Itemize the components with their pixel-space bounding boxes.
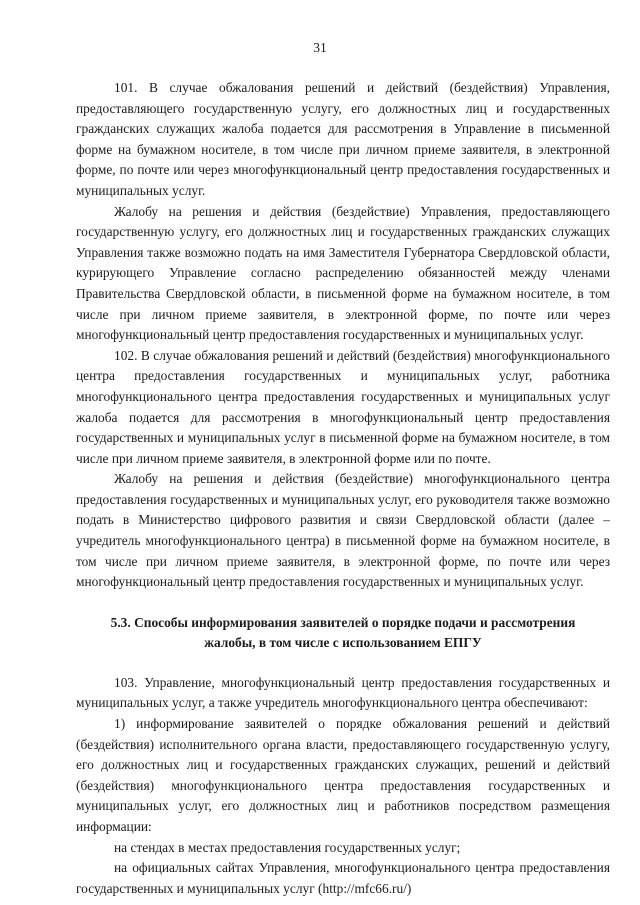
paragraph-101: 101. В случае обжалования решений и действий (бездействия) Управления, предоставляющего государственную услугу, его должностных лиц и государственных гражданских служащих жалоба подается для рассмотрения в Управление в письменной форме на бумажном носителе, в том числе при личном приеме заявителя, в электронной форме, по почте или через многофункциональный центр предоставления государственных и муниципальных услуг.	[76, 80, 610, 198]
document-body	[76, 78, 610, 899]
section-heading: 5.3. Способы информирования заявителей о порядке подачи и рассмотрения жалобы, в том числе с использованием ЕПГУ	[110, 614, 576, 650]
paragraph-stands: на стендах в местах предоставления государственных услуг;	[114, 839, 461, 855]
paragraph-102: 102. В случае обжалования решений и действий (бездействия) многофункционального центра предоставления государственных и муниципальных услуг, работника многофункционального центра предоставления государственных и муниципальных услуг жалоба подается для рассмотрения в многофункциональный центр предоставления государственных и муниципальных услуг в письменной форме на бумажном носителе, в том числе при личном приеме заявителя, в электронной форме или по почте.	[76, 347, 610, 466]
paragraph-complaint-governor: Жалобу на решения и действия (бездействие) Управления, предоставляющего государственную услугу, его должностных лиц и государственных гражданских служащих Управления также возможно подать на имя Заместителя Губернатора Свердловской области, курирующего Управление согласно распределению обязанностей между членами Правительства Свердловской области, в письменной форме на бумажном носителе, в том числе при личном приеме заявителя, в электронной форме, по почте или через многофункциональный центр предоставления государственных и муниципальных услуг.	[76, 203, 610, 343]
page-number: 31	[313, 40, 327, 55]
paragraph-103-item-1: 1) информирование заявителей о порядке обжалования решений и действий (бездействия) исполнительного органа власти, предоставляющего государственную услугу, его должностных лиц и государственных гражданских служащих, решений и действий (бездействия) многофункционального центра предоставления государственных и муниципальных услуг, его должностных лиц и работников посредством размещения информации:	[76, 716, 610, 834]
paragraph-complaint-ministry: Жалобу на решения и действия (бездействие) многофункционального центра предоставления государственных и муниципальных услуг, его руководителя также возможно подать в Министерство цифрового развития и связи Свердловской области (далее – учредитель многофункционального центра) в письменной форме на бумажном носителе, в том числе при личном приеме заявителя, в электронной форме, по почте или через многофункциональный центр предоставления государственных и муниципальных услуг.	[76, 471, 610, 590]
paragraph-103: 103. Управление, многофункциональный центр предоставления государственных и муниципальных услуг, а также учредитель многофункционального центра обеспечивают:	[76, 674, 610, 711]
paragraph-websites: на официальных сайтах Управления, многофункционального центра предоставления государственных и муниципальных услуг (http://mfc66.ru/)	[76, 860, 610, 896]
